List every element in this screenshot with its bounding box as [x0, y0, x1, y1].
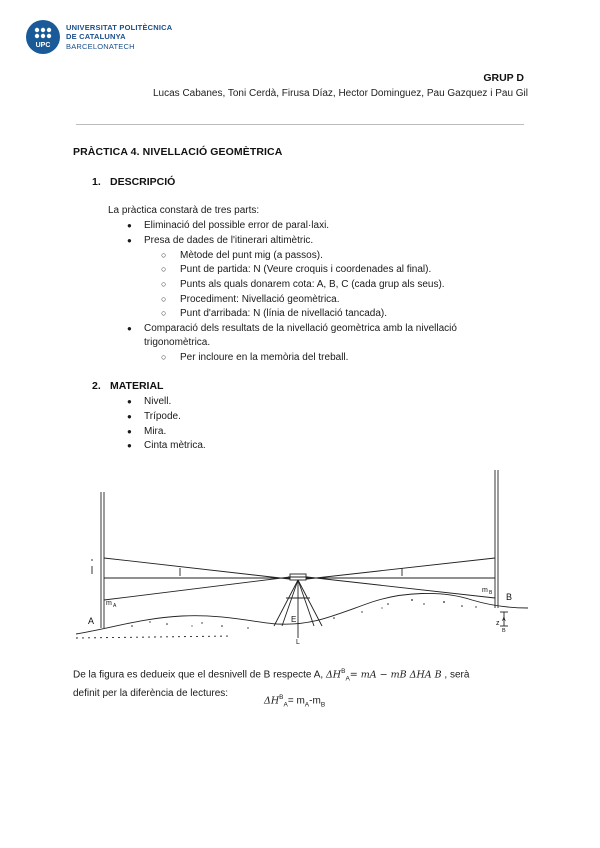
- sub-bullet-5-text: Punt d'arribada: N (línia de nivellació tancada).: [180, 308, 388, 319]
- material-item-2: [127, 409, 181, 424]
- circle-bullet-icon: ○: [161, 294, 167, 304]
- difference-formula: [264, 694, 325, 708]
- sub-bullet-1: [161, 248, 323, 263]
- bullet-dot-icon: ●: [127, 441, 132, 450]
- logo-mark-text: UPC: [35, 42, 51, 49]
- material-item-4-text: Cinta mètrica.: [144, 440, 206, 451]
- sight-line-back-lower: [104, 576, 298, 600]
- bullet-dot-icon: ●: [127, 236, 132, 245]
- sub-bullet-5: [161, 306, 388, 321]
- bullet-1: [127, 218, 330, 233]
- label-point-e: E: [291, 615, 297, 624]
- sub-bullet-1-text: Mètode del punt mig (a passos).: [180, 250, 323, 261]
- material-item-1: [127, 394, 172, 409]
- label-ma-sub: A: [113, 603, 117, 609]
- section-2-heading: [92, 380, 163, 392]
- label-point-a: A: [88, 616, 95, 626]
- bullet-dot-icon: ●: [127, 221, 132, 230]
- logo-line-3: BARCELONATECH: [66, 41, 135, 51]
- section-1-title: DESCRIPCIÓ: [110, 176, 176, 188]
- label-point-b: B: [506, 592, 513, 602]
- circle-bullet-icon: ○: [161, 308, 167, 318]
- paragraph-text-1: De la figura es dedueix que el desnivell de B respecte A,: [73, 669, 326, 681]
- logo-text: [66, 23, 172, 52]
- circle-bullet-icon: ○: [161, 264, 167, 274]
- sub-bullet-4: [161, 292, 340, 307]
- practice-title: PRÀCTICA 4. NIVELLACIÓ GEOMÈTRICA: [73, 146, 283, 158]
- formula-minus: -m: [309, 695, 321, 707]
- material-item-1-text: Nivell.: [144, 396, 172, 407]
- formula-sub-2: B: [320, 701, 326, 709]
- bullet-3-text-line2: trigonomètrica.: [144, 337, 211, 348]
- bullet-2-text: Presa de dades de l'itinerari altimètric.: [144, 235, 314, 246]
- bullet-dot-icon: ●: [127, 427, 132, 436]
- group-title: GRUP D: [483, 72, 524, 84]
- label-mb: m: [482, 587, 488, 594]
- ground-profile: [76, 593, 528, 634]
- sub-bullet-4-text: Procediment: Nivellació geomètrica.: [180, 294, 340, 305]
- section-1-number: 1.: [92, 176, 101, 188]
- material-item-3: [127, 424, 167, 439]
- paragraph-equation: = mA − mB ΔHA B: [349, 669, 442, 681]
- paragraph-delta-h: ΔH: [325, 669, 342, 681]
- formula-eq: = m: [287, 695, 305, 707]
- formula-sub-a: A: [283, 701, 288, 709]
- tripod-leg-right: [298, 580, 322, 626]
- formula-delta-h: ΔH: [264, 695, 280, 707]
- bullet-2: [127, 233, 314, 248]
- paragraph-line-2: definit per la diferència de lectures:: [73, 688, 229, 700]
- label-ma: m: [106, 600, 112, 607]
- section-1-intro: La pràctica constarà de tres parts:: [108, 205, 260, 216]
- sight-line-back-upper: [104, 558, 298, 580]
- upc-logo-icon: [26, 20, 60, 54]
- bullet-3: [127, 321, 457, 336]
- material-item-3-text: Mira.: [144, 426, 167, 437]
- label-za: A: [502, 617, 506, 623]
- upc-logo: [26, 20, 172, 54]
- bullet-dot-icon: ●: [127, 412, 132, 421]
- sub-bullet-3-text: Punts als quals donarem cota: A, B, C (cada grup als seus).: [180, 279, 445, 290]
- label-l: L: [296, 639, 300, 646]
- logo-line-1: UNIVERSITAT POLITÈCNICA: [66, 22, 173, 32]
- section-2-title: MATERIAL: [110, 380, 164, 392]
- label-mb-sub: B: [489, 590, 493, 596]
- levelling-diagram: [72, 466, 532, 646]
- sub-bullet-3: [161, 277, 445, 292]
- paragraph-sup-b: B: [341, 668, 346, 675]
- material-item-4: [127, 438, 206, 453]
- sub-bullet-2: [161, 262, 432, 277]
- bullet-1-text: Eliminació del possible error de paral·laxi.: [144, 220, 330, 231]
- label-zb: B: [502, 628, 506, 634]
- bullet-dot-icon: ●: [127, 324, 132, 333]
- formula-sub-1: A: [304, 701, 310, 709]
- circle-bullet-icon: ○: [161, 250, 167, 260]
- sub-bullet-2-text: Punt de partida: N (Veure croquis i coordenades al final).: [180, 264, 432, 275]
- bullet-3-text-line1: Comparació dels resultats de la nivellació geomètrica amb la nivellació: [144, 323, 457, 334]
- bullet-dot-icon: ●: [127, 397, 132, 406]
- paragraph-sub-a: A: [345, 675, 350, 683]
- logo-line-2: DE CATALUNYA: [66, 32, 126, 42]
- sight-line-fore-lower: [298, 576, 495, 598]
- formula-sup-b: B: [279, 694, 284, 701]
- authors: Lucas Cabanes, Toni Cerdà, Firusa Díaz, Hector Dominguez, Pau Gazquez i Pau Gil: [153, 88, 528, 99]
- section-2-number: 2.: [92, 380, 101, 392]
- sight-line-fore-upper: [298, 558, 495, 580]
- material-item-2-text: Trípode.: [144, 411, 181, 422]
- sub-bullet-6-text: Per incloure en la memòria del treball.: [180, 352, 349, 363]
- paragraph-text-2: , serà: [441, 669, 470, 681]
- circle-bullet-icon: ○: [161, 352, 167, 362]
- section-1-heading: [92, 176, 175, 188]
- sub-bullet-6: [161, 350, 349, 365]
- label-z: z: [496, 620, 500, 627]
- header-divider: [76, 124, 524, 125]
- circle-bullet-icon: ○: [161, 279, 167, 289]
